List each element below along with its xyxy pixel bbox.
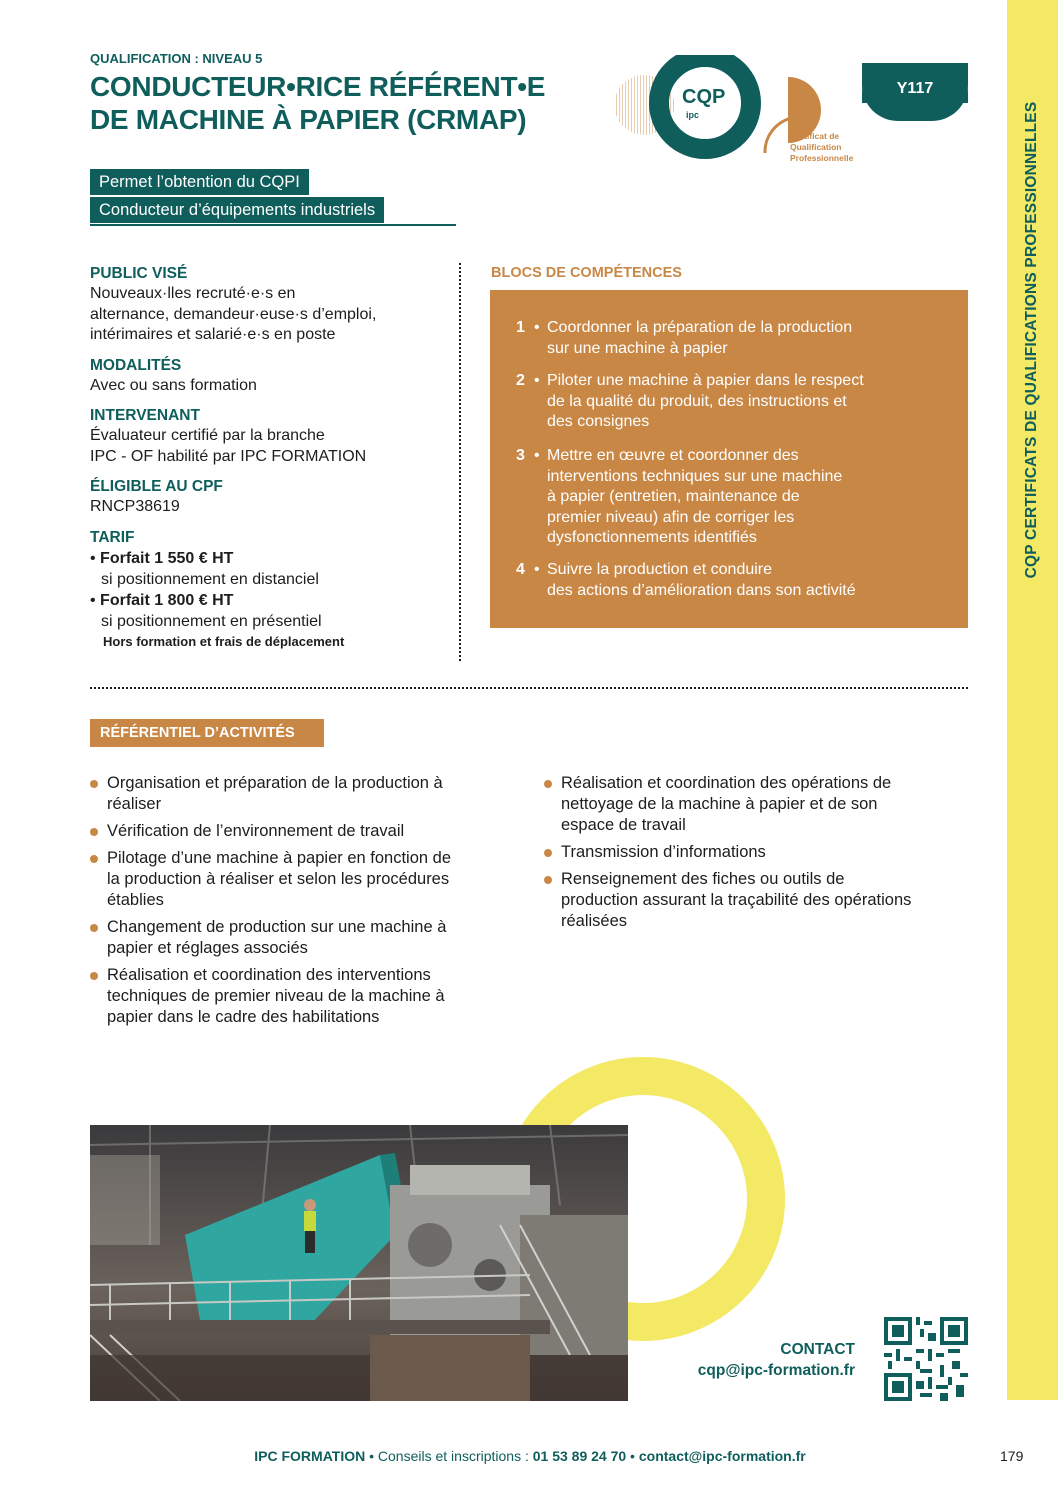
tarif-1: • Forfait 1 550 € HT	[90, 549, 234, 567]
certificat-label	[790, 131, 853, 164]
cert-line-3: Professionnelle	[790, 153, 854, 163]
cqp-logo-text: CQP	[682, 86, 726, 108]
qr-code-icon[interactable]	[884, 1317, 968, 1401]
list-item: Renseignement des fiches ou outils de production assurant la traçabilité des opérations réalisées	[544, 869, 974, 932]
activities-left	[90, 773, 520, 1034]
title-line-1: CONDUCTEUR•RICE RÉFÉRENT•E	[90, 71, 546, 102]
footer-email-link[interactable]: contact@ipc-formation.fr	[638, 1448, 806, 1464]
page-title	[90, 70, 630, 136]
public-line-2: alternance, demandeur·euse·s d’emploi,	[90, 305, 377, 323]
cpf-value: RNCP38619	[90, 498, 180, 515]
header-rule	[90, 224, 456, 226]
list-item: Changement de production sur une machine à papier et réglages associés	[90, 917, 520, 959]
bloc-item: 2 • Piloter une machine à papier dans le respect de la qualité du produit, des instructions et des consignes	[516, 372, 864, 430]
cert-line-2: Qualification	[790, 142, 842, 152]
qualification-level: QUALIFICATION : NIVEAU 5	[90, 51, 263, 66]
obtain-line-2: Conducteur d’équipements industriels	[90, 197, 384, 223]
list-item: Réalisation et coordination des opérations de nettoyage de la machine à papier et de son espace de travail	[544, 773, 974, 836]
modalites-label: MODALITÉS	[90, 356, 182, 374]
obtain-line-1: Permet l’obtention du CQPI	[90, 169, 309, 195]
column-divider	[459, 263, 461, 661]
paper-machine-photo	[90, 1125, 628, 1401]
bloc-item: 4 • Suivre la production et conduire des actions d’amélioration dans son activité	[516, 561, 856, 599]
modalites-value: Avec ou sans formation	[90, 376, 257, 394]
tarif-2-sub: si positionnement en présentiel	[101, 612, 322, 630]
list-item: Vérification de l’environnement de travail	[90, 821, 520, 842]
section-divider	[90, 687, 968, 689]
contact-label: CONTACT	[780, 1341, 855, 1358]
code-badge-label: Y117	[896, 80, 934, 97]
footer-brand: IPC FORMATION	[254, 1448, 366, 1464]
public-label: PUBLIC VISÉ	[90, 265, 188, 282]
activities-right	[544, 773, 974, 938]
list-item: Pilotage d’une machine à papier en fonction de la production à réaliser et selon les procédures établies	[90, 848, 520, 911]
bloc-item: 3 • Mettre en œuvre et coordonner des interventions techniques sur une machine à papier (entretien, maintenance de premier niveau) afin de corriger les dysfonctionnements identifiés	[516, 447, 843, 546]
info-column	[90, 264, 450, 652]
intervenant-label: INTERVENANT	[90, 407, 200, 424]
list-item: Réalisation et coordination des interventions techniques de premier niveau de la machine à papier dans le cadre des habilitations	[90, 965, 520, 1028]
tarif-label: TARIF	[90, 528, 135, 546]
tarif-2: • Forfait 1 800 € HT	[90, 591, 234, 609]
tarif-1-sub: si positionnement en distanciel	[101, 570, 319, 588]
intervenant-line-1: Évaluateur certifié par la branche	[90, 427, 325, 444]
public-line-1: Nouveaux·lles recruté·e·s en	[90, 285, 296, 302]
page-number: 179	[1000, 1448, 1024, 1464]
footer-sep-2: •	[626, 1448, 639, 1464]
intervenant-line-2: IPC - OF habilité par IPC FORMATION	[90, 447, 367, 465]
contact-email-link[interactable]: cqp@ipc-formation.fr	[697, 1362, 855, 1379]
blocs-title: BLOCS DE COMPÉTENCES	[491, 265, 682, 281]
footer-sep-1: • Conseils et inscriptions :	[365, 1448, 533, 1464]
tarif-note: Hors formation et frais de déplacement	[103, 633, 345, 649]
title-line-2: DE MACHINE À PAPIER (CRMAP)	[90, 104, 527, 135]
footer	[90, 1448, 970, 1464]
list-item: Organisation et préparation de la production à réaliser	[90, 773, 520, 815]
list-item: Transmission d’informations	[544, 842, 974, 863]
referentiel-title: RÉFÉRENTIEL D’ACTIVITÉS	[90, 719, 324, 747]
cqp-logo-ipc: ipc	[686, 110, 700, 120]
footer-phone[interactable]: 01 53 89 24 70	[532, 1448, 627, 1464]
cert-line-1: Certificat de	[790, 131, 840, 141]
obtain-cqpi-banner	[90, 169, 384, 223]
side-band-text: CQP CERTIFICATS DE QUALIFICATIONS PROFESSIONNELLES	[1023, 101, 1040, 579]
public-line-3: intérimaires et salarié·e·s en poste	[90, 326, 336, 343]
cpf-label: ÉLIGIBLE AU CPF	[90, 478, 223, 495]
bloc-item: 1 • Coordonner la préparation de la production sur une machine à papier	[516, 319, 853, 357]
